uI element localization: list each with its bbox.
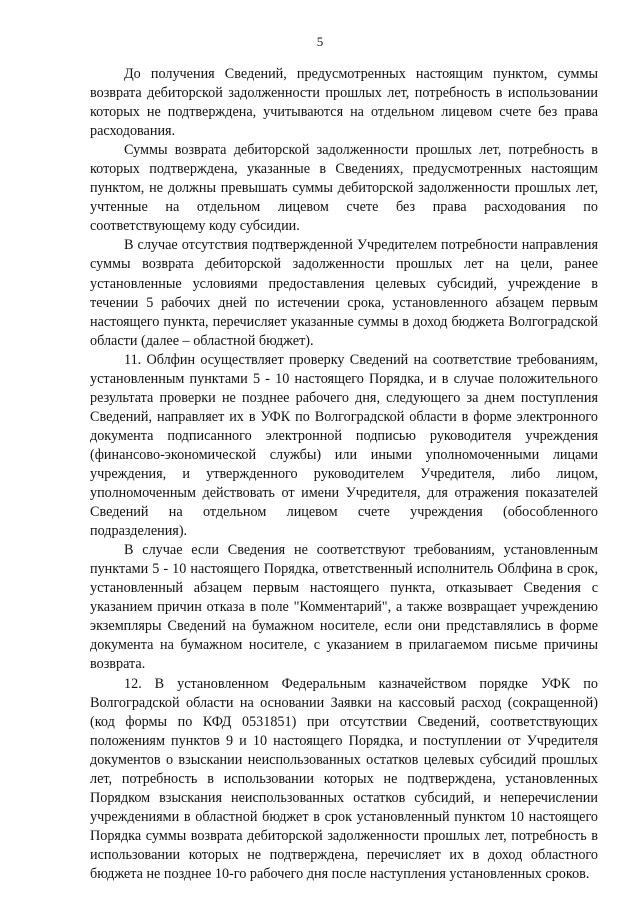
paragraph-3: В случае отсутствия подтвержденной Учредителем потребности направления суммы возврата дебиторской задолженности прошлых лет на цели, ранее установленные условиями предоставления целевых субсидий, учреждение в течении 5 рабочих дней по истечении срока, установленного абзацем первым настоящего пункта, перечисляет указанные суммы в доход бюджета Волгоградской области (далее – областной бюджет). [90,237,598,349]
paragraph-5: В случае если Сведения не соответствуют требованиям, установленным пунктами 5 - 10 настоящего Порядка, ответственный исполнитель Облфина в срок, установленный абзацем первым настоящего пункта, отказывает Сведения с указанием причин отказа в поле "Комментарий", а также возвращает учреждению экземпляры Сведений на бумажном носителе, если они представлялись в форме документа на бумажном носителе, с указанием в прилагаемом письме причины возврата. [90,542,598,673]
paragraph-2: Суммы возврата дебиторской задолженности прошлых лет, потребность в которых подтверждена, указанные в Сведениях, предусмотренных настоящим пунктом, не должны превышать суммы дебиторской задолженности прошлых лет, учтенные на отдельном лицевом счете без права расходования по соответствующему коду субсидии. [90,142,598,235]
paragraph-1: До получения Сведений, предусмотренных настоящим пунктом, суммы возврата дебиторской задолженности прошлых лет, потребность в использовании которых не подтверждена, учитываются на отдельном лицевом счете без права расходования. [90,66,598,140]
page-number: 5 [316,34,324,49]
paragraph-6-item-12: 12. В установленном Федеральным казначейством порядке УФК по Волгоградской области на основании Заявки на кассовый расход (сокращенной) (код формы по КФД 0531851) при отсутствии Сведений, соответствующих положениям пунктов 9 и 10 настоящего Порядка, и поступлении от Учредителя документов о взыскании неиспользованных остатков целевых субсидий прошлых лет, потребность в использовании которых не подтверждена, установленных Порядком взыскания неиспользованных остатков субсидий, и неперечислении учреждениями в областной бюджет в срок установленный пунктом 10 настоящего Порядка суммы возврата дебиторской задолженности прошлых лет, потребность в использовании которых не подтверждена, перечисляет их в доход областного бюджета не позднее 10-го рабочего дня после наступления установленных сроков. [90,675,598,882]
paragraph-4-item-11: 11. Облфин осуществляет проверку Сведений на соответствие требованиям, установленным пунктами 5 - 10 настоящего Порядка, и в случае положительного результата проверки не позднее рабочего дня, следующего за днем поступления Сведений, направляет их в УФК по Волгоградской области в форме электронного документа подписанного электронной подписью руководителя учреждения (финансово-экономической службы) или иными уполномоченными лицами учреждения, и утвержденного руководителем Учредителя, либо лицом, уполномоченным действовать от имени Учредителя, для отражения показателей Сведений на отдельном лицевом счете учреждения (обособленного подразделения). [90,351,598,540]
document-body [90,65,598,884]
